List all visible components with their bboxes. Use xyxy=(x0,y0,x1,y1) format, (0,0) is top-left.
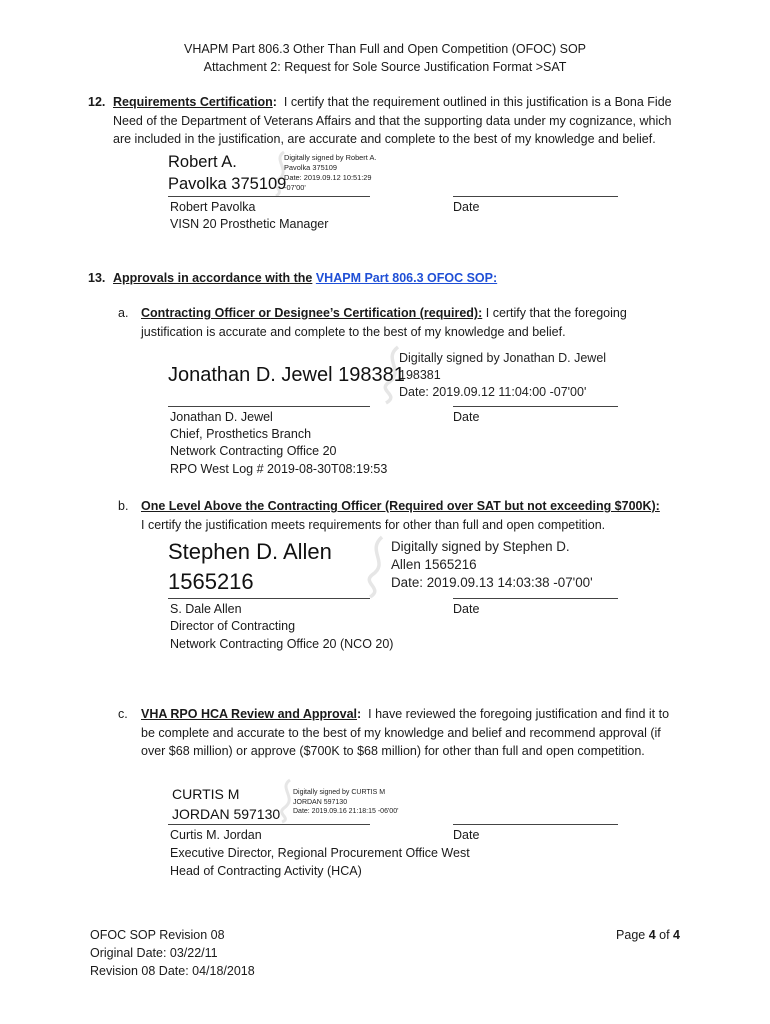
item-b-heading: One Level Above the Contracting Officer (Required over SAT but not exceeding $700K): xyxy=(141,499,660,513)
section-12-body: I certify that the requirement outlined in this justification is a Bona Fide Need of the Department of Veterans Affairs and that the supporting data under my cognizance, which are included in the justification, are accurate and complete to the best of my knowledge and belief. xyxy=(113,95,672,146)
footer-revision: OFOC SOP Revision 08 xyxy=(90,928,225,942)
date-label: Date xyxy=(453,828,480,842)
section-12-heading: Requirements Certification xyxy=(113,95,273,109)
section-12-heading-colon: : xyxy=(272,95,277,109)
signer-name: S. Dale Allen xyxy=(170,602,242,616)
section-13-number: 13. xyxy=(88,271,106,285)
date-line xyxy=(453,406,618,407)
item-c-heading: VHA RPO HCA Review and Approval xyxy=(141,707,358,721)
item-c-body: I have reviewed the foregoing justification and find it to be complete and accurate to the best of my knowledge and belief and recommend approval (if over $68 million) or approve ($700K to $68 million) for other than full and open competition. xyxy=(141,707,670,758)
item-a-heading: Contracting Officer or Designee’s Certification (required): xyxy=(141,306,483,320)
item-c-heading-colon: : xyxy=(357,707,362,721)
date-label: Date xyxy=(453,602,480,616)
page-total: 4 xyxy=(673,928,680,942)
signature-name-line-1: CURTIS M xyxy=(172,786,240,802)
item-b-body: I certify the justification meets requirements for other than full and open competition. xyxy=(141,517,606,532)
signature-line xyxy=(168,406,370,407)
date-line xyxy=(453,196,618,197)
signer-title: Director of Contracting xyxy=(170,619,296,633)
date-line xyxy=(453,598,618,599)
signature-line xyxy=(168,196,370,197)
signer-name: Curtis M. Jordan xyxy=(170,828,262,842)
date-label: Date xyxy=(453,410,480,424)
signer-role: Head of Contracting Activity (HCA) xyxy=(170,864,362,878)
signer-office: Network Contracting Office 20 xyxy=(170,444,337,458)
signer-office: Network Contracting Office 20 (NCO 20) xyxy=(170,637,394,651)
signature-name-line-2: Pavolka 375109 xyxy=(168,175,287,193)
signature-line xyxy=(168,598,370,599)
footer-original-date: Original Date: 03/22/11 xyxy=(90,946,218,960)
item-a-marker: a. xyxy=(118,306,129,320)
item-b-paragraph xyxy=(141,497,661,534)
section-13-heading: Approvals in accordance with the xyxy=(113,271,313,285)
signature-name-line-2: 1565216 xyxy=(168,569,254,594)
footer-revision-date: Revision 08 Date: 04/18/2018 xyxy=(90,964,255,978)
item-a-body: I certify that the foregoing justification is accurate and complete to the best of my knowledge and belief. xyxy=(141,306,627,339)
page-prefix: Page xyxy=(616,928,649,942)
signature-name: Jonathan D. Jewel 198381 xyxy=(168,364,405,386)
page-of: of xyxy=(655,928,674,942)
header-line-2: Attachment 2: Request for Sole Source Justification Format >SAT xyxy=(203,60,567,74)
signature-name-line-1: Robert A. xyxy=(168,153,237,171)
page-current: 4 xyxy=(648,928,656,942)
signer-log: RPO West Log # 2019-08-30T08:19:53 xyxy=(170,462,388,476)
date-line xyxy=(453,824,618,825)
signer-title: VISN 20 Prosthetic Manager xyxy=(170,217,329,231)
signature-meta: Digitally signed by Stephen D. Allen 1565216 Date: 2019.09.13 14:03:38 -07'00' xyxy=(391,539,593,590)
item-c-paragraph xyxy=(141,705,681,761)
item-a-paragraph xyxy=(141,304,646,341)
date-label: Date xyxy=(453,200,480,214)
section-12-number: 12. xyxy=(88,95,106,109)
header-line-1: VHAPM Part 806.3 Other Than Full and Open Competition (OFOC) SOP xyxy=(183,42,587,56)
signer-name: Robert Pavolka xyxy=(170,200,256,214)
signature-meta: Digitally signed by Jonathan D. Jewel 198381 Date: 2019.09.12 11:04:00 -07'00' xyxy=(399,351,607,399)
signature-meta: Digitally signed by CURTIS M JORDAN 597130 Date: 2019.09.16 21:18:15 -06'00' xyxy=(293,789,399,815)
signer-title: Chief, Prosthetics Branch xyxy=(170,427,312,441)
signature-meta: Digitally signed by Robert A. Pavolka 375109 Date: 2019.09.12 10:51:29 -07'00' xyxy=(284,153,377,192)
ofoc-sop-link[interactable]: VHAPM Part 806.3 OFOC SOP: xyxy=(315,271,498,285)
signer-name: Jonathan D. Jewel xyxy=(170,410,273,424)
signature-name-line-2: JORDAN 597130 xyxy=(172,806,281,822)
signature-name-line-1: Stephen D. Allen xyxy=(168,539,332,564)
page-number xyxy=(560,926,680,944)
item-c-marker: c. xyxy=(118,707,128,721)
signature-line xyxy=(168,824,370,825)
signer-title: Executive Director, Regional Procurement Office West xyxy=(170,846,470,860)
item-b-marker: b. xyxy=(118,499,129,513)
section-12-paragraph xyxy=(113,93,681,149)
section-13-heading-line xyxy=(113,269,497,287)
